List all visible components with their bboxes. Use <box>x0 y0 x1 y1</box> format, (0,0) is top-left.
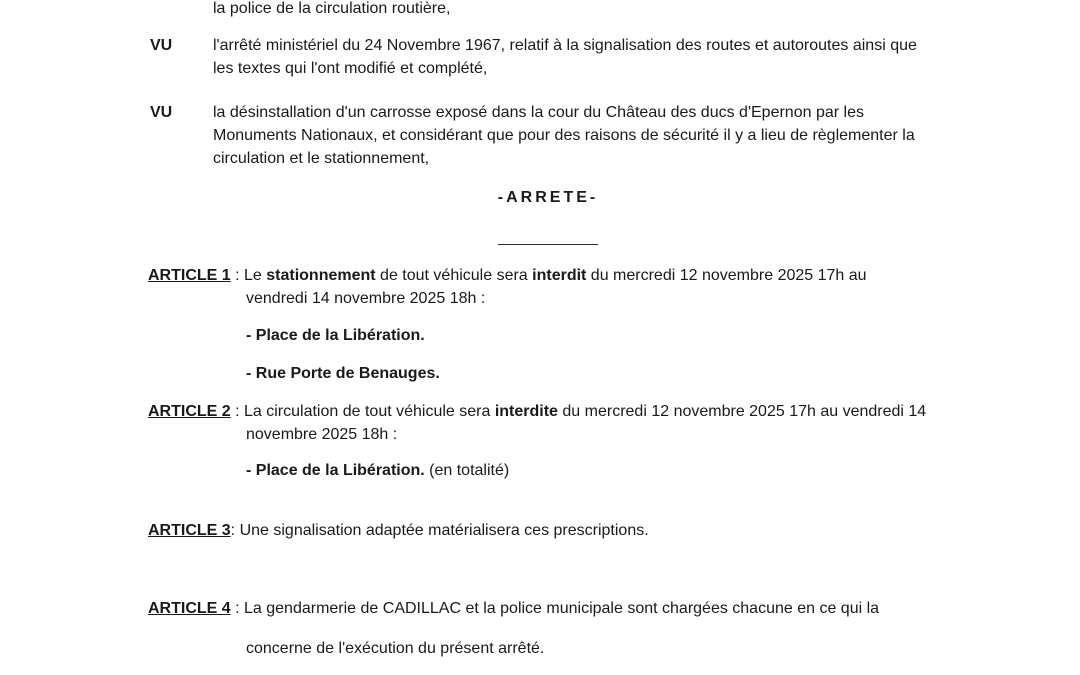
article-1-mid2: du mercredi 12 novembre 2025 17h au <box>586 267 867 284</box>
article-2-label: ARTICLE 2 <box>148 403 231 420</box>
vu-label: VU <box>150 37 173 54</box>
article-1-bold-stationnement: stationnement <box>266 267 376 284</box>
article-1-sep: : Le <box>230 267 267 284</box>
vu-paragraph-1 <box>213 34 948 80</box>
article-1-item-2: - Rue Porte de Benauges. <box>246 365 440 382</box>
article-1-label: ARTICLE 1 <box>148 267 231 284</box>
title-underline <box>498 244 598 245</box>
article-1-mid1: de tout véhicule sera <box>375 267 533 284</box>
vu2-line3: circulation et le stationnement, <box>213 150 430 167</box>
article-2 <box>148 400 948 446</box>
vu1-line2: les textes qui l'ont modifié et complété, <box>213 60 488 77</box>
article-1-bold-interdit: interdit <box>532 267 587 284</box>
article-1 <box>148 264 948 310</box>
article-1-item-1: - Place de la Libération. <box>246 327 425 344</box>
article-3-label: ARTICLE 3 <box>148 522 231 539</box>
article-3 <box>148 519 948 542</box>
vu-paragraph-2 <box>213 101 948 170</box>
article-4-text: : La gendarmerie de CADILLAC et la police municipale sont chargées chacune en ce qui la <box>230 600 880 617</box>
article-3-text: : Une signalisation adaptée matérialisera ces prescriptions. <box>230 522 649 539</box>
vu-label: VU <box>150 104 173 121</box>
vu2-line2: Monuments Nationaux, et considérant que pour des raisons de sécurité il y a lieu de règlementer la <box>213 127 915 144</box>
article-2-line2: novembre 2025 18h : <box>246 426 398 443</box>
article-4-label: ARTICLE 4 <box>148 600 231 617</box>
vu1-line1: l'arrêté ministériel du 24 Novembre 1967, relatif à la signalisation des routes et autoroutes ainsi que <box>213 37 917 54</box>
article-2-sep: : La circulation de tout véhicule sera <box>230 403 495 420</box>
article-2-item-bold: - Place de la Libération. <box>246 462 425 479</box>
article-2-bold-interdite: interdite <box>494 403 558 420</box>
article-2-item-1 <box>246 459 509 482</box>
preamble-fragment: la police de la circulation routière, <box>213 0 451 17</box>
article-2-item-rest: (en totalité) <box>424 462 510 479</box>
article-2-mid1: du mercredi 12 novembre 2025 17h au vendredi 14 <box>557 403 927 420</box>
article-4 <box>148 597 948 620</box>
document-title: -ARRETE- <box>497 189 599 206</box>
vu2-line1: la désinstallation d'un carrosse exposé dans la cour du Château des ducs d'Epernon par les <box>213 104 864 121</box>
article-1-line2: vendredi 14 novembre 2025 18h : <box>246 290 486 307</box>
article-4-line2: concerne de l'exécution du présent arrêté. <box>246 640 545 657</box>
